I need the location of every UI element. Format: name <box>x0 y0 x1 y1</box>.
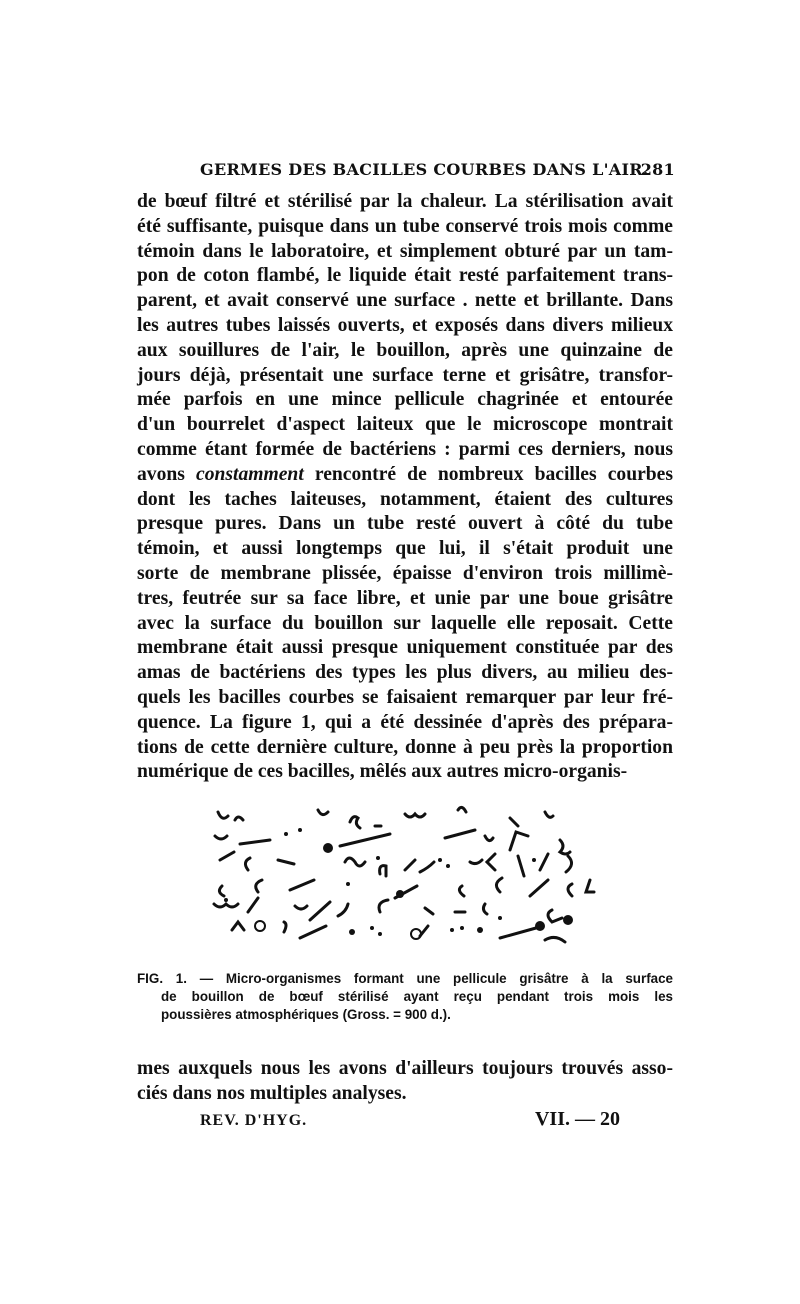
bacillus-mark <box>548 910 562 922</box>
text-line <box>137 463 673 488</box>
coccus-mark <box>370 926 374 930</box>
bacillus-mark <box>256 880 262 892</box>
bacillus-mark <box>290 880 314 890</box>
text-line: les autres tubes laissés ouverts, et exposés dans divers milieux <box>137 314 673 336</box>
bacillus-mark <box>510 818 518 826</box>
bacillus-mark <box>235 817 243 820</box>
text-line: de bœuf filtré et stérilisé par la chaleur. La stérilisation avait <box>137 191 673 212</box>
running-header <box>200 160 675 184</box>
text-line: membrane était aussi presque uniquement constituée par des <box>137 637 673 659</box>
bacillus-mark <box>240 840 270 844</box>
coccus-mark <box>298 828 302 832</box>
coccus-mark <box>284 832 288 836</box>
bacillus-mark <box>586 880 594 892</box>
bacillus-mark <box>295 906 307 909</box>
bacillus-mark <box>380 866 386 876</box>
footer-volume: VII. — 20 <box>534 1108 620 1130</box>
text-line: sorte de membrane plissée, épaisse d'environ trois millimè- <box>137 562 673 584</box>
bacillus-mark <box>518 856 524 876</box>
text-line: aux souillures de l'air, le bouillon, après une quinzaine de <box>137 339 673 361</box>
text-line: été suffisante, puisque dans un tube conservé trois mois comme <box>137 215 673 237</box>
coccus-mark <box>532 858 536 862</box>
spore-mark <box>411 929 421 939</box>
bacillus-mark <box>345 858 365 866</box>
text-line: amas de bactériens des types les plus divers, au milieu des- <box>137 662 673 684</box>
bacillus-mark <box>545 812 553 817</box>
text-run: avons <box>137 463 196 485</box>
coccus-mark <box>498 916 502 920</box>
text-line: parent, et avait conservé une surface . nette et brillante. Dans <box>137 290 673 312</box>
bacillus-mark <box>545 937 565 942</box>
coccus-mark <box>378 932 382 936</box>
text-line: d'un bourrelet d'aspect laiteux que le microscope montrait <box>137 414 673 436</box>
bacillus-mark <box>420 862 434 872</box>
page-footer <box>200 1108 620 1136</box>
text-line: tres, feutrée sur sa face libre, et unie par une boue grisâtre <box>137 587 673 609</box>
coccus-mark <box>323 843 333 853</box>
bacillus-mark <box>530 880 548 896</box>
coccus-mark <box>224 898 228 902</box>
bacillus-mark <box>300 926 326 938</box>
caption-line: de bouillon de bœuf stérilisé ayant reçu pendant trois mois les <box>161 989 673 1004</box>
text-line: comme étant formée de bactériens : parmi ces derniers, nous <box>137 438 673 460</box>
bacillus-mark <box>310 902 330 920</box>
bacillus-mark <box>485 836 493 841</box>
text-line: ciés dans nos multiples analyses. <box>137 1082 407 1104</box>
text-line: mes auxquels nous les avons d'ailleurs toujours trouvés asso- <box>137 1058 673 1079</box>
bacillus-mark <box>405 860 415 870</box>
micro-organisms-figure <box>200 800 600 950</box>
bacillus-mark <box>218 812 228 818</box>
text-line: témoin, et aussi longtemps que lui, il s'était produit une <box>137 538 673 560</box>
bacillus-mark <box>220 852 234 860</box>
text-line: quels les bacilles courbes se faisaient remarquer par leur fré- <box>137 686 673 708</box>
text-line: tions de cette dernière culture, donne à peu près la proportion <box>137 736 673 758</box>
bacillus-mark <box>284 922 286 932</box>
coccus-mark <box>450 928 454 932</box>
spore-mark <box>255 921 265 931</box>
paragraph-2 <box>137 1057 673 1107</box>
bacillus-mark <box>350 817 360 828</box>
bacillus-mark <box>248 898 258 912</box>
bacillus-mark <box>510 832 528 850</box>
bacillus-mark <box>500 928 536 938</box>
bacillus-mark <box>487 854 495 870</box>
bacillus-mark <box>219 886 224 896</box>
bacillus-mark <box>318 810 328 815</box>
coccus-mark <box>438 858 442 862</box>
bacillus-mark <box>245 858 250 870</box>
text-run: rencontré de nombreux bacilles courbes <box>303 463 674 485</box>
text-line: pon de coton flambé, le liquide était resté parfaitement trans- <box>137 265 673 287</box>
emphasis-text: constamment <box>196 463 304 485</box>
bacillus-mark <box>405 814 425 817</box>
bacillus-mark <box>470 860 482 864</box>
bacillus-mark <box>483 904 487 914</box>
text-line: presque pures. Dans un tube resté ouvert à côté du tube <box>137 513 673 535</box>
bacillus-mark <box>560 840 570 854</box>
bacillus-mark <box>458 807 466 812</box>
coccus-mark <box>563 915 573 925</box>
bacillus-mark <box>379 900 388 912</box>
caption-line: poussières atmosphériques (Gross. = 900 d.). <box>161 1007 451 1022</box>
coccus-mark <box>535 921 545 931</box>
text-line: quence. La figure 1, qui a été dessinée d'après des prépara- <box>137 711 673 733</box>
page-number: 281 <box>640 160 675 179</box>
bacillus-mark <box>459 886 464 896</box>
coccus-mark <box>460 926 464 930</box>
bacillus-mark <box>425 908 433 914</box>
text-line: jours déjà, présentait une surface terne et grisâtre, transfor- <box>137 364 673 386</box>
caption-line: FIG. 1. — Micro-organismes formant une pellicule grisâtre à la surface <box>137 971 673 986</box>
paragraph-1 <box>137 190 673 785</box>
coccus-mark <box>396 890 404 898</box>
bacillus-mark <box>496 878 502 892</box>
bacillus-mark <box>232 922 244 930</box>
text-line: avec la surface du bouillon sur laquelle elle reposait. Cette <box>137 612 673 634</box>
text-line: numérique de ces bacilles, mêlés aux autres micro-organis- <box>137 761 628 783</box>
text-line: dont les taches laiteuses, notamment, étaient des cultures <box>137 488 673 510</box>
bacillus-mark <box>278 860 294 864</box>
coccus-mark <box>477 927 483 933</box>
coccus-mark <box>349 929 355 935</box>
footer-signature: REV. D'HYG. <box>200 1112 308 1129</box>
bacillus-mark <box>568 884 572 896</box>
figure-caption <box>137 970 673 1024</box>
text-line: témoin dans le laboratoire, et simplement obturé par un tam- <box>137 240 673 262</box>
bacillus-mark <box>340 834 390 846</box>
bacillus-mark <box>215 836 227 839</box>
coccus-mark <box>346 882 350 886</box>
coccus-mark <box>376 856 380 860</box>
bacillus-mark <box>338 904 348 916</box>
bacillus-mark <box>566 856 572 872</box>
text-line: mée parfois en une mince pellicule chagrinée et entourée <box>137 389 673 411</box>
header-title: GERMES DES BACILLES COURBES DANS L'AIR. <box>200 160 649 179</box>
coccus-mark <box>446 864 450 868</box>
bacillus-mark <box>214 904 238 907</box>
bacillus-mark <box>445 830 475 838</box>
bacillus-mark <box>540 854 548 870</box>
